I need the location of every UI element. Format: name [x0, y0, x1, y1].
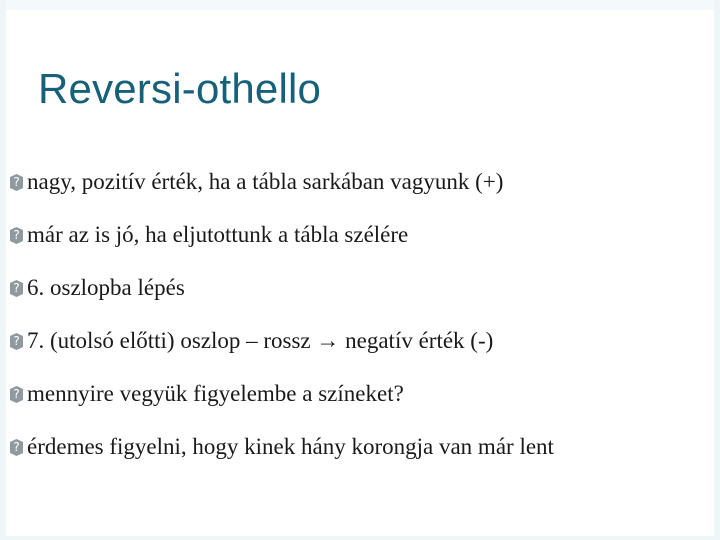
slide-top-band [6, 0, 714, 10]
missing-glyph-icon [10, 227, 23, 244]
bullet-item [10, 168, 503, 196]
bullet-item [10, 221, 408, 249]
bullet-text: nagy, pozitív érték, ha a tábla sarkában vagyunk (+) [27, 169, 504, 194]
missing-glyph-icon [10, 280, 23, 297]
missing-glyph-icon [10, 439, 23, 456]
missing-glyph-icon [10, 333, 23, 350]
bullet-item [10, 433, 554, 461]
bullet-text: mennyire vegyük figyelembe a színeket? [27, 381, 404, 406]
bullet-item [10, 327, 493, 355]
bullet-text: érdemes figyelni, hogy kinek hány korongja van már lent [27, 434, 554, 459]
bullet-item [10, 274, 185, 302]
bullet-text: már az is jó, ha eljutottunk a tábla szélére [27, 222, 409, 247]
slide-title: Reversi-othello [38, 65, 322, 112]
missing-glyph-icon [10, 174, 23, 191]
bullet-text: 7. (utolsó előtti) oszlop – rossz → negatív érték (-) [27, 328, 494, 353]
bullet-text: 6. oszlopba lépés [27, 275, 185, 300]
missing-glyph-icon [10, 386, 23, 403]
bullet-item [10, 380, 404, 408]
